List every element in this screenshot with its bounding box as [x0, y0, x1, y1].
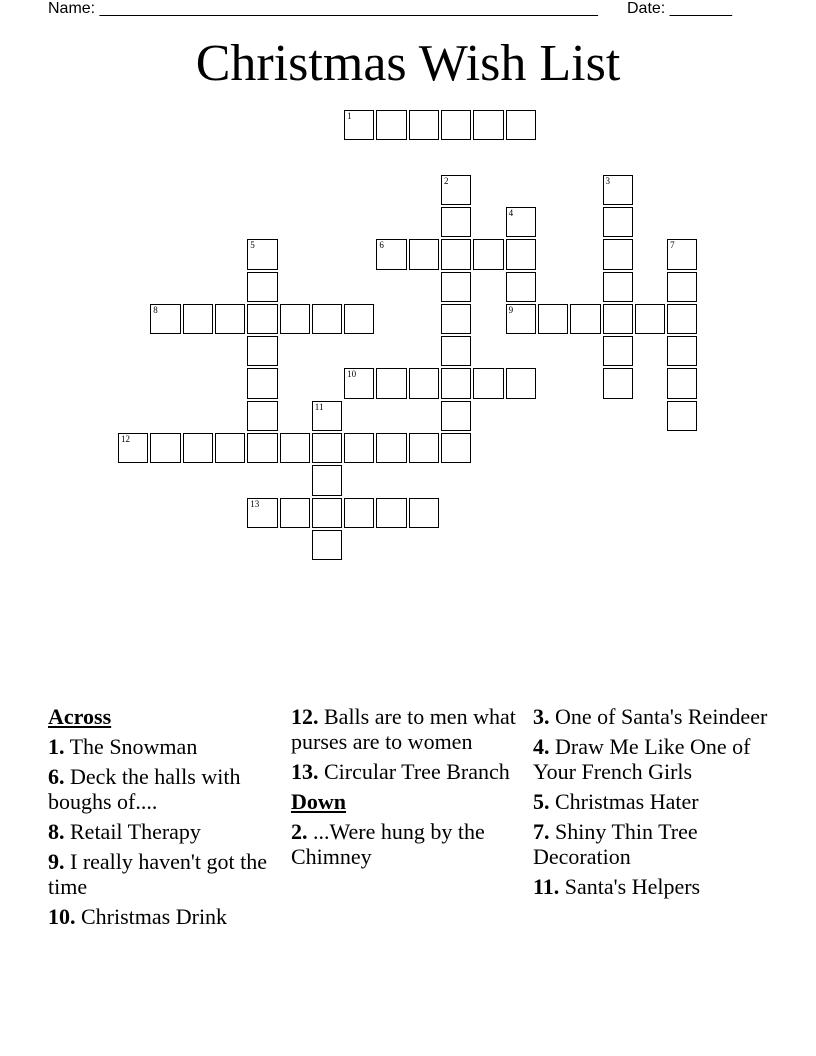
clue-item-number: 13.	[291, 759, 319, 784]
crossword-cell[interactable]	[247, 401, 277, 431]
crossword-cell[interactable]	[603, 239, 633, 269]
crossword-cell[interactable]	[473, 368, 503, 398]
crossword-cell[interactable]	[150, 304, 180, 334]
clue-item-text: Christmas Hater	[555, 789, 699, 814]
crossword-cell[interactable]	[441, 207, 471, 237]
crossword-cell[interactable]	[312, 433, 342, 463]
clue-column-1	[48, 704, 280, 934]
clue-item-text: Christmas Drink	[81, 904, 228, 929]
clue-number: 7	[670, 240, 675, 251]
clue-number: 11	[314, 401, 324, 412]
clue-item	[533, 734, 773, 784]
clue-item-number: 2.	[291, 819, 308, 844]
clue-number: 6	[379, 240, 384, 251]
crossword-cell[interactable]	[667, 401, 697, 431]
clue-item-number: 4.	[533, 734, 550, 759]
crossword-cell[interactable]	[538, 304, 568, 334]
crossword-cell[interactable]	[473, 239, 503, 269]
clue-number: 10	[347, 369, 357, 380]
crossword-cell[interactable]	[247, 368, 277, 398]
clue-number: 2	[444, 175, 449, 186]
clue-item	[291, 759, 523, 784]
clue-item-text: Draw Me Like One of Your French Girls	[533, 734, 751, 784]
crossword-cell[interactable]	[441, 336, 471, 366]
crossword-cell[interactable]	[441, 368, 471, 398]
clue-item-number: 1.	[48, 734, 65, 759]
crossword-cell[interactable]	[344, 498, 374, 528]
crossword-cell[interactable]	[247, 433, 277, 463]
crossword-cell[interactable]	[183, 304, 213, 334]
crossword-cell[interactable]	[247, 304, 277, 334]
clue-item-text: Circular Tree Branch	[324, 759, 510, 784]
crossword-cell[interactable]	[409, 239, 439, 269]
crossword-cell[interactable]	[312, 530, 342, 560]
clue-item	[48, 849, 280, 899]
down-clue-list-continued	[533, 704, 773, 899]
crossword-cell[interactable]	[312, 401, 342, 431]
crossword-cell[interactable]	[344, 304, 374, 334]
crossword-cell[interactable]	[247, 498, 277, 528]
crossword-cell[interactable]	[409, 368, 439, 398]
crossword-cell[interactable]	[603, 207, 633, 237]
crossword-cell[interactable]	[506, 304, 536, 334]
crossword-cell[interactable]	[312, 304, 342, 334]
crossword-cell[interactable]	[312, 465, 342, 495]
crossword-cell[interactable]	[603, 368, 633, 398]
clue-item-number: 3.	[533, 704, 550, 729]
crossword-cell[interactable]	[280, 304, 310, 334]
crossword-cell[interactable]	[247, 336, 277, 366]
crossword-cell[interactable]	[441, 272, 471, 302]
crossword-cell[interactable]	[506, 239, 536, 269]
crossword-cell[interactable]	[506, 207, 536, 237]
crossword-cell[interactable]	[150, 433, 180, 463]
crossword-cell[interactable]	[312, 498, 342, 528]
clue-item	[533, 874, 773, 899]
clue-item-text: Balls are to men what purses are to women	[291, 704, 516, 754]
name-field-label: Name: ________________________________________________________	[48, 0, 598, 17]
crossword-cell[interactable]	[667, 368, 697, 398]
clue-item	[48, 819, 280, 844]
crossword-cell[interactable]	[506, 272, 536, 302]
crossword-cell[interactable]	[506, 110, 536, 140]
crossword-cell[interactable]	[409, 433, 439, 463]
crossword-cell[interactable]	[441, 175, 471, 205]
clue-item	[291, 819, 523, 869]
crossword-cell[interactable]	[376, 433, 406, 463]
crossword-cell[interactable]	[409, 110, 439, 140]
clue-item-text: I really haven't got the time	[48, 849, 268, 899]
crossword-cell[interactable]	[247, 272, 277, 302]
crossword-cell[interactable]	[441, 304, 471, 334]
crossword-cell[interactable]	[344, 433, 374, 463]
clue-item	[48, 904, 280, 929]
clue-item	[48, 764, 280, 814]
clue-number: 5	[250, 240, 255, 251]
clue-item	[533, 789, 773, 814]
clue-number: 8	[153, 304, 158, 315]
crossword-cell[interactable]	[215, 304, 245, 334]
crossword-cell[interactable]	[376, 368, 406, 398]
clue-item-text: Deck the halls with boughs of....	[48, 764, 241, 814]
crossword-cell[interactable]	[603, 336, 633, 366]
crossword-cell[interactable]	[506, 368, 536, 398]
page-title: Christmas Wish List	[195, 35, 621, 92]
crossword-cell[interactable]	[344, 368, 374, 398]
clue-item	[48, 734, 280, 759]
clue-column-2	[291, 704, 523, 874]
down-heading: Down	[291, 789, 347, 814]
crossword-cell[interactable]	[376, 110, 406, 140]
date-field-label: Date: _______	[627, 0, 732, 17]
across-clue-list	[48, 734, 280, 929]
clue-item-number: 10.	[48, 904, 76, 929]
crossword-cell[interactable]	[473, 110, 503, 140]
clue-item-number: 9.	[48, 849, 65, 874]
clue-item-text: ...Were hung by the Chimney	[291, 819, 485, 869]
clue-number: 4	[508, 207, 514, 218]
crossword-cell[interactable]	[603, 175, 633, 205]
crossword-cell[interactable]	[441, 433, 471, 463]
crossword-cell[interactable]	[409, 498, 439, 528]
crossword-cell[interactable]	[280, 433, 310, 463]
clue-number: 9	[508, 304, 514, 315]
crossword-cell[interactable]	[118, 433, 148, 463]
clue-column-3	[533, 704, 773, 904]
across-heading: Across	[48, 704, 112, 729]
down-clue-list	[291, 819, 523, 869]
clue-item-text: Santa's Helpers	[564, 874, 701, 899]
crossword-cell[interactable]	[376, 239, 406, 269]
clue-item-number: 5.	[533, 789, 550, 814]
clue-number: 3	[605, 175, 610, 186]
crossword-cell[interactable]	[603, 272, 633, 302]
clue-item-number: 12.	[291, 704, 319, 729]
clue-item-number: 7.	[533, 819, 550, 844]
crossword-cell[interactable]	[441, 110, 471, 140]
crossword-cell[interactable]	[441, 401, 471, 431]
clue-item	[533, 819, 773, 869]
clue-item-text: Retail Therapy	[70, 819, 201, 844]
crossword-cell[interactable]	[183, 433, 213, 463]
clue-item	[533, 704, 773, 729]
across-clue-list-continued	[291, 704, 523, 784]
crossword-cell[interactable]	[376, 498, 406, 528]
crossword-cell[interactable]	[570, 304, 600, 334]
crossword-cell[interactable]	[344, 110, 374, 140]
crossword-cell[interactable]	[667, 272, 697, 302]
clue-item-number: 6.	[48, 764, 65, 789]
clue-number: 1	[347, 111, 352, 121]
crossword-cell[interactable]	[247, 239, 277, 269]
crossword-cell[interactable]	[280, 498, 310, 528]
crossword-cell[interactable]	[215, 433, 245, 463]
crossword-cell[interactable]	[667, 336, 697, 366]
clue-item	[291, 704, 523, 754]
crossword-cell[interactable]	[667, 304, 697, 334]
clue-number: 12	[121, 434, 130, 444]
clue-number: 13	[250, 498, 260, 509]
clue-item-text: Shiny Thin Tree Decoration	[533, 819, 698, 869]
crossword-cell[interactable]	[603, 304, 633, 334]
clue-item-text: One of Santa's Reindeer	[555, 704, 768, 729]
crossword-cell[interactable]	[441, 239, 471, 269]
crossword-cell[interactable]	[635, 304, 665, 334]
clue-item-number: 8.	[48, 819, 65, 844]
clue-item-number: 11.	[533, 874, 560, 899]
crossword-cell[interactable]	[667, 239, 697, 269]
clue-item-text: The Snowman	[69, 734, 198, 759]
